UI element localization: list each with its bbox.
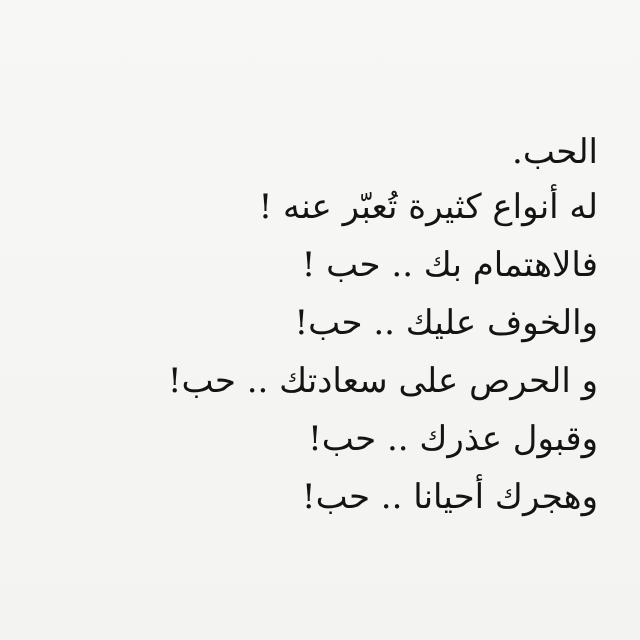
poem-line: وقبول عذرك .. حب! <box>308 419 598 459</box>
poem-line: فالاهتمام بك .. حب ! <box>301 245 598 285</box>
poem-line: والخوف عليك .. حب! <box>294 303 598 343</box>
poem-line: و الحرص على سعادتك .. حب! <box>167 361 598 401</box>
poem-line: وهجرك أحيانا .. حب! <box>301 477 598 517</box>
poem-text-block <box>38 126 598 526</box>
poem-line: له أنواع كثيرة تُعبّر عنه ! <box>258 187 598 227</box>
poem-title: الحب. <box>512 132 598 172</box>
